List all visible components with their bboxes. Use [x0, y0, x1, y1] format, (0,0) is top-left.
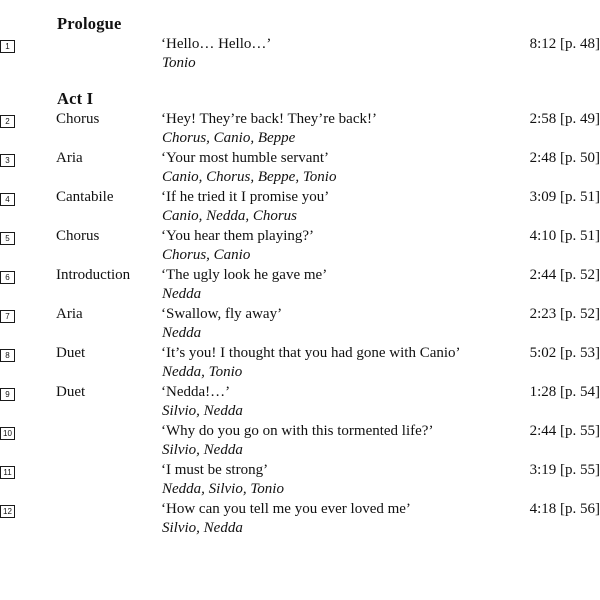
section-title: Prologue [57, 14, 122, 33]
track-type: Chorus [56, 111, 100, 127]
track-row[interactable] [0, 36, 600, 54]
performers-spacer-3 [491, 285, 600, 306]
section-heading-row [0, 75, 600, 111]
performers-spacer [0, 363, 56, 384]
track-duration-and-page [491, 306, 600, 324]
track-page-ref: [p. 52] [560, 267, 600, 283]
track-duration-and-page [491, 345, 600, 363]
performers-spacer-2 [56, 207, 161, 228]
section-heading-spacer [0, 75, 56, 111]
track-performers-row [0, 54, 600, 75]
track-type [56, 36, 161, 54]
track-row[interactable] [0, 462, 600, 480]
performers-spacer-3 [491, 54, 600, 75]
track-duration: 1:28 [529, 384, 557, 400]
performers-spacer [0, 402, 56, 423]
performers-spacer-2 [56, 519, 161, 540]
track-number-cell [0, 150, 56, 168]
track-performers: Nedda [162, 325, 202, 341]
track-page-ref: [p. 56] [560, 501, 600, 517]
track-number-badge: 7 [0, 310, 15, 323]
track-row[interactable] [0, 228, 600, 246]
track-number-badge: 12 [0, 505, 15, 518]
performers-spacer-3 [491, 402, 600, 423]
track-title: ‘Your most humble servant’ [161, 150, 330, 166]
track-number-badge: 8 [0, 349, 15, 362]
track-duration-and-page [491, 228, 600, 246]
track-performers-row [0, 519, 600, 540]
performers-spacer [0, 519, 56, 540]
track-number-badge: 5 [0, 232, 15, 245]
track-performers: Canio, Chorus, Beppe, Tonio [162, 169, 337, 185]
track-duration-and-page [491, 267, 600, 285]
track-title: ‘Hey! They’re back! They’re back!’ [161, 111, 377, 127]
performers-spacer-2 [56, 54, 161, 75]
track-type: Chorus [56, 228, 100, 244]
performers-spacer-2 [56, 324, 161, 345]
track-title: ‘How can you tell me you ever loved me’ [161, 501, 411, 517]
performers-spacer-2 [56, 168, 161, 189]
track-type: Aria [56, 150, 83, 166]
track-performers-row [0, 324, 600, 345]
track-number-badge: 2 [0, 115, 15, 128]
performers-spacer-3 [491, 480, 600, 501]
track-performers: Silvio, Nedda [162, 442, 243, 458]
track-duration: 4:10 [529, 228, 557, 244]
track-number-cell [0, 384, 56, 402]
track-number-cell [0, 423, 56, 441]
track-row[interactable] [0, 267, 600, 285]
performers-spacer [0, 129, 56, 150]
performers-spacer [0, 54, 56, 75]
track-number-cell [0, 306, 56, 324]
track-title: ‘Nedda!…’ [161, 384, 231, 400]
performers-spacer-3 [491, 519, 600, 540]
track-page-ref: [p. 50] [560, 150, 600, 166]
track-duration-and-page [491, 501, 600, 519]
track-row[interactable] [0, 189, 600, 207]
section-heading-cell [56, 75, 600, 111]
track-performers: Nedda, Silvio, Tonio [162, 481, 284, 497]
track-type: Introduction [56, 267, 131, 283]
section-heading-spacer [0, 0, 56, 36]
track-number-cell [0, 111, 56, 129]
track-performers: Chorus, Canio, Beppe [162, 130, 296, 146]
track-duration-and-page [491, 384, 600, 402]
track-number-badge: 6 [0, 271, 15, 284]
track-duration-and-page [491, 189, 600, 207]
performers-spacer-2 [56, 285, 161, 306]
track-duration-and-page [491, 150, 600, 168]
track-page-ref: [p. 54] [560, 384, 600, 400]
track-row[interactable] [0, 306, 600, 324]
track-duration: 8:12 [529, 36, 557, 52]
performers-spacer-3 [491, 207, 600, 228]
performers-spacer-3 [491, 363, 600, 384]
track-row[interactable] [0, 384, 600, 402]
track-duration: 5:02 [529, 345, 557, 361]
track-number-cell [0, 345, 56, 363]
section-heading-row [0, 0, 600, 36]
track-title: ‘Swallow, fly away’ [161, 306, 283, 322]
track-number-badge: 10 [0, 427, 15, 440]
track-row[interactable] [0, 501, 600, 519]
track-row[interactable] [0, 345, 600, 363]
track-page-ref: [p. 55] [560, 423, 600, 439]
performers-spacer [0, 207, 56, 228]
track-number-cell [0, 501, 56, 519]
track-performers-row [0, 168, 600, 189]
track-type: Duet [56, 384, 86, 400]
performers-spacer-3 [491, 246, 600, 267]
track-number-cell [0, 462, 56, 480]
track-title: ‘I must be strong’ [161, 462, 269, 478]
track-type: Duet [56, 345, 86, 361]
track-page-ref: [p. 52] [560, 306, 600, 322]
track-duration: 2:23 [529, 306, 557, 322]
track-title: ‘The ugly look he gave me’ [161, 267, 328, 283]
track-number-cell [0, 228, 56, 246]
performers-spacer-2 [56, 480, 161, 501]
performers-spacer [0, 480, 56, 501]
performers-spacer [0, 246, 56, 267]
track-performers: Nedda, Tonio [162, 364, 243, 380]
section-title: Act I [57, 89, 94, 108]
section-heading-cell [56, 0, 600, 36]
performers-spacer-2 [56, 246, 161, 267]
performers-spacer-3 [491, 129, 600, 150]
track-title: ‘If he tried it I promise you’ [161, 189, 330, 205]
track-duration-and-page [491, 423, 600, 441]
track-duration: 2:58 [529, 111, 557, 127]
track-type: Cantabile [56, 189, 114, 205]
track-row[interactable] [0, 111, 600, 129]
track-performers-row [0, 441, 600, 462]
track-duration: 2:44 [529, 267, 557, 283]
track-duration: 2:44 [529, 423, 557, 439]
track-number-badge: 1 [0, 40, 15, 53]
performers-spacer [0, 285, 56, 306]
track-duration: 2:48 [529, 150, 557, 166]
track-number-cell [0, 36, 56, 54]
track-number-cell [0, 267, 56, 285]
track-duration-and-page [491, 462, 600, 480]
performers-spacer [0, 324, 56, 345]
track-number-badge: 9 [0, 388, 15, 401]
track-performers-row [0, 246, 600, 267]
track-performers-row [0, 363, 600, 384]
track-row[interactable] [0, 423, 600, 441]
track-title: ‘It’s you! I thought that you had gone with Canio’ [161, 345, 461, 361]
track-performers: Nedda [162, 286, 202, 302]
performers-spacer-3 [491, 324, 600, 345]
track-duration: 3:09 [529, 189, 557, 205]
track-page-ref: [p. 53] [560, 345, 600, 361]
track-duration: 3:19 [529, 462, 557, 478]
performers-spacer-2 [56, 441, 161, 462]
track-duration-and-page [491, 36, 600, 54]
track-performers: Silvio, Nedda [162, 520, 243, 536]
track-type [56, 462, 161, 480]
track-page-ref: [p. 48] [560, 36, 600, 52]
track-duration-and-page [491, 111, 600, 129]
performers-spacer-3 [491, 441, 600, 462]
track-page-ref: [p. 49] [560, 111, 600, 127]
track-page-ref: [p. 55] [560, 462, 600, 478]
track-performers: Chorus, Canio [162, 247, 251, 263]
performers-spacer [0, 441, 56, 462]
performers-spacer-3 [491, 168, 600, 189]
performers-spacer-2 [56, 363, 161, 384]
track-performers-row [0, 285, 600, 306]
track-type [56, 501, 161, 519]
track-type: Aria [56, 306, 83, 322]
performers-spacer-2 [56, 129, 161, 150]
track-duration: 4:18 [529, 501, 557, 517]
track-performers-row [0, 207, 600, 228]
track-type [56, 423, 161, 441]
track-title: ‘Why do you go on with this tormented life?’ [161, 423, 434, 439]
track-number-badge: 3 [0, 154, 15, 167]
performers-spacer-2 [56, 402, 161, 423]
performers-spacer [0, 168, 56, 189]
track-performers: Silvio, Nedda [162, 403, 243, 419]
track-performers: Tonio [162, 55, 196, 71]
track-page-ref: [p. 51] [560, 189, 600, 205]
track-title: ‘Hello… Hello…’ [161, 36, 272, 52]
track-performers-row [0, 402, 600, 423]
track-number-badge: 11 [0, 466, 15, 479]
track-performers-row [0, 129, 600, 150]
track-number-badge: 4 [0, 193, 15, 206]
track-title: ‘You hear them playing?’ [161, 228, 315, 244]
track-performers: Canio, Nedda, Chorus [162, 208, 298, 224]
track-page-ref: [p. 51] [560, 228, 600, 244]
track-performers-row [0, 480, 600, 501]
track-number-cell [0, 189, 56, 207]
track-row[interactable] [0, 150, 600, 168]
